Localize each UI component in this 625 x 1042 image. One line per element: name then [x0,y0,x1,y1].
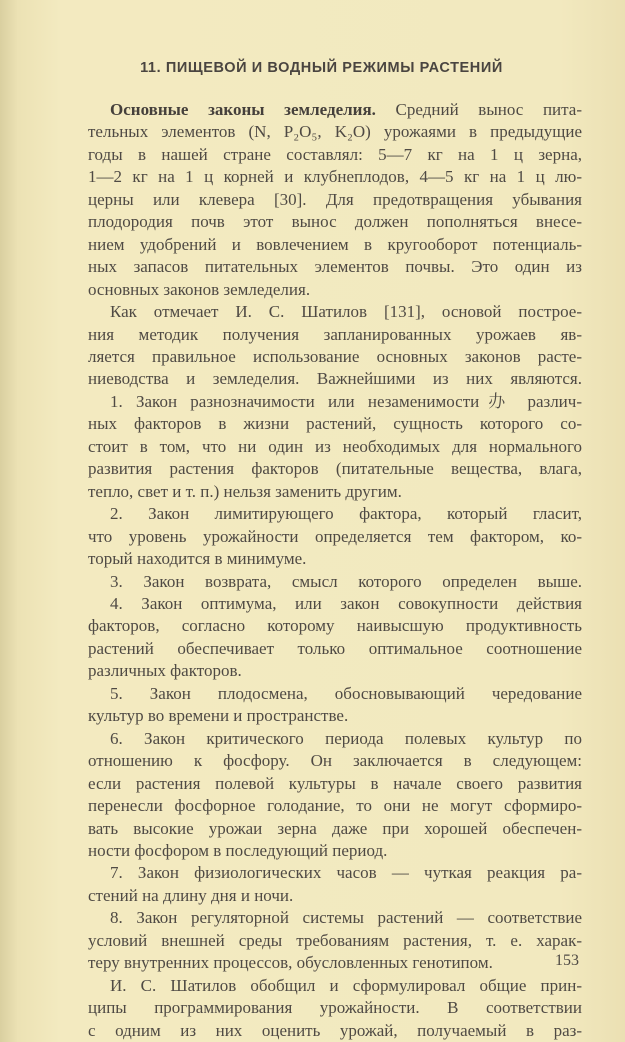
text-line: тельных элементов (N, P₂O₅, K₂O) урожаями в предыдущие [88,122,582,142]
text-line: 1—2 кг на 1 ц корней и клубнеплодов, 4—5 кг на 1 ц лю- [88,167,582,187]
text-line: ния методик получения запланированных урожаев яв- [88,324,582,344]
text-line: торый находится в минимуме. [88,549,307,569]
text-span: Средний вынос пита- [375,100,582,119]
text-line: 2. Закон лимитирующего фактора, который гласит, [110,504,582,524]
text-line: 3. Закон возврата, смысл которого определен выше. [110,571,582,591]
text-line: плодородия почв этот вынос должен пополняться внесе- [88,212,582,232]
text-line: факторов, согласно которому наивысшую продуктивность [88,616,582,636]
text-line: различных факторов. [88,661,242,681]
section-heading: 11. ПИЩЕВОЙ И ВОДНЫЙ РЕЖИМЫ РАСТЕНИЙ [140,60,503,76]
text-line: 1. Закон разнозначимости или незаменимости办 различ- [110,391,582,411]
text-line: стоит в том, что ни один из необходимых для нормального [88,436,582,456]
text-line: ципы программирования урожайности. В соответствии [88,998,582,1018]
text-line: развития растения факторов (питательные вещества, влага, [88,459,582,479]
text-line: с одним из них оценить урожай, получаемый в раз- [88,1020,582,1040]
text-line [88,99,582,121]
text-line: стений на длину дня и ночи. [88,885,294,905]
text-line: основных законов земледелия. [88,279,311,299]
text-line: 5. Закон плодосмена, обосновывающий чередование [110,683,582,703]
text-line: перенесли фосфорное голодание, то они не могут сформиро- [88,796,582,816]
text-line: отношению к фосфору. Он заключается в следующем: [88,751,582,771]
text-line: Как отмечает И. С. Шатилов [131], основой построе- [110,302,582,322]
text-line: 7. Закон физиологических часов — чуткая реакция ра- [110,863,582,883]
text-line: ных факторов в жизни растений, сущность которого со- [88,414,582,434]
text-line: 6. Закон критического периода полевых культур по [110,728,582,748]
text-line: вать высокие урожаи зерна даже при хорошей обеспечен- [88,818,582,838]
text-line: церны или клевера [30]. Для предотвращения убывания [88,189,582,209]
page-number: 153 [555,952,579,969]
text-line: ниеводства и земледелия. Важнейшими из них являются. [88,369,582,389]
text-line: культур во времени и пространстве. [88,706,349,726]
text-line: что уровень урожайности определяется тем фактором, ко- [88,526,582,546]
lead-bold: Основные законы земледелия. [110,100,376,119]
text-line: 8. Закон регуляторной системы растений — соответствие [110,908,582,928]
text-line: ности фосфором в последующий период. [88,840,388,860]
text-line: теру внутренних процессов, обусловленных генотипом. [88,953,493,973]
text-line: если растения полевой культуры в начале своего развития [88,773,582,793]
text-line: И. С. Шатилов обобщил и сформулировал общие прин- [110,975,582,995]
text-line: ных запасов питательных элементов почвы. Это один из [88,257,582,277]
text-line: нием удобрений и вовлечением в кругооборот потенциаль- [88,234,582,254]
text-line: ляется правильное использование основных законов расте- [88,346,582,366]
body-text [88,99,582,1042]
text-line: тепло, свет и т. п.) нельзя заменить другим. [88,481,402,501]
text-line: годы в нашей стране составлял: 5—7 кг на 1 ц зерна, [88,144,582,164]
text-line: растений обеспечивает только оптимальное соотношение [88,638,582,658]
text-line: условий внешней среды требованиям растения, т. е. харак- [88,930,582,950]
text-line: 4. Закон оптимума, или закон совокупности действия [110,593,582,613]
